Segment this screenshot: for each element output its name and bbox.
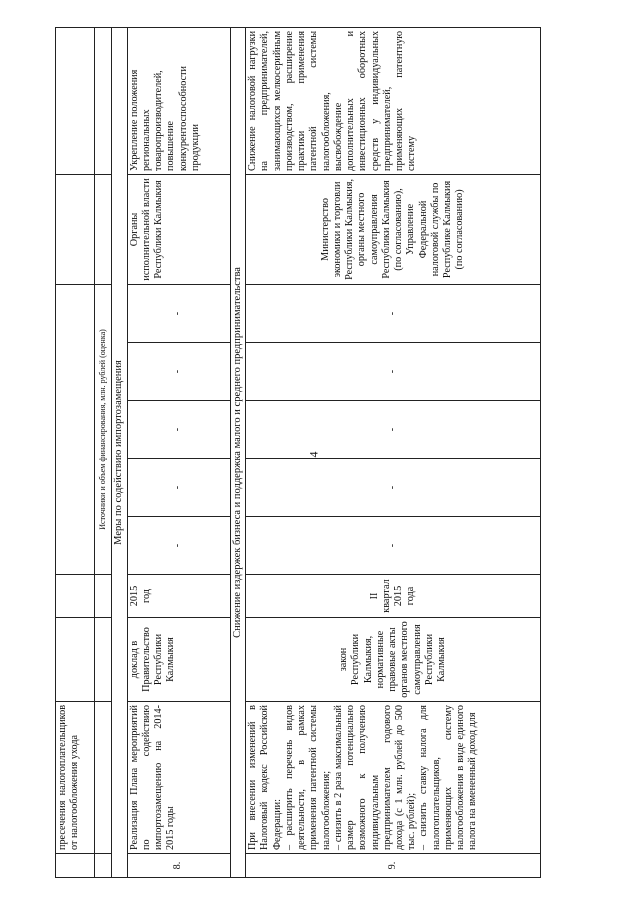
header-row [95,27,112,877]
section-heading-row [112,27,128,877]
row-number: 9. [246,854,541,878]
result-cell: Снижение налоговой нагрузки на предпринимателей, занимающихся мелкосерийным производством, расширение практики применения патентной системы налогообложения, высвобождение дополнительных и инвестиционных оборотных средств у индивидуальных предпринимателей, применяющих патентную систему [246,27,541,174]
document-cell: доклад в Правительство Республики Калмыкия [127,618,230,702]
executor-cell: Министерство экономики и торговли Республики Калмыкия, органы местного самоуправления Республики Калмыкия (по согласованию), Управление Федеральной налоговой службы по Республике Калмыкия (по согласованию) [246,174,541,284]
measures-table [55,27,541,878]
term-cell: II квартал 2015 года [246,575,541,618]
page-number: 4 [306,451,321,458]
amount-cell: - [246,517,541,575]
result-cell: Укрепление положения региональных товаропроизводителей, повышение конкурентоспособности продукции [127,27,230,174]
amount-cell: - [127,343,230,401]
sources-header: Источники и объем финансирования, млн. рублей (оценка) [95,284,112,574]
amount-cell: - [127,401,230,459]
amount-cell: - [246,284,541,342]
amount-cell: - [246,459,541,517]
section-heading-row [230,27,246,877]
rotated-page [55,28,575,878]
table-row [127,27,230,877]
term-cell: 2015 год [127,575,230,618]
amount-cell: - [246,343,541,401]
amount-cell: - [127,459,230,517]
measure-cell: пресечения налогоплательщиков от налогообложения ухода [56,702,95,854]
amount-cell: - [127,517,230,575]
amount-cell: - [246,401,541,459]
table-row [246,27,541,877]
section-title: Снижение издержек бизнеса и поддержка малого и среднего предпринимательства [230,27,246,877]
section-title: Меры по содействию импортозамещения [112,27,128,877]
table-row [56,27,95,877]
executor-cell: Органы исполнительной власти Республики Калмыкия [127,174,230,284]
row-number: 8. [127,854,230,878]
document-cell: закон Республики Калмыкия, нормативные правовые акты органов местного самоуправления Республики Калмыкия [246,618,541,702]
measure-cell: При внесении изменений в Налоговый кодекс Российской Федерации: – расширить перечень видов деятельности, в рамках применения патентной системы налогообложения; – снизить в 2 раза максимальный размер потенциально возможного к получению индивидуальным предпринимателем годового дохода (с 1 млн. рублей до 500 тыс. рублей); – снизить ставку налога для налогоплательщиков, применяющих систему налогообложения в виде единого налога на вмененный доход для [246,702,541,854]
measure-cell: Реализация Плана мероприятий по содействию импортозамещению на 2014-2015 годы [127,702,230,854]
amount-cell: - [127,284,230,342]
